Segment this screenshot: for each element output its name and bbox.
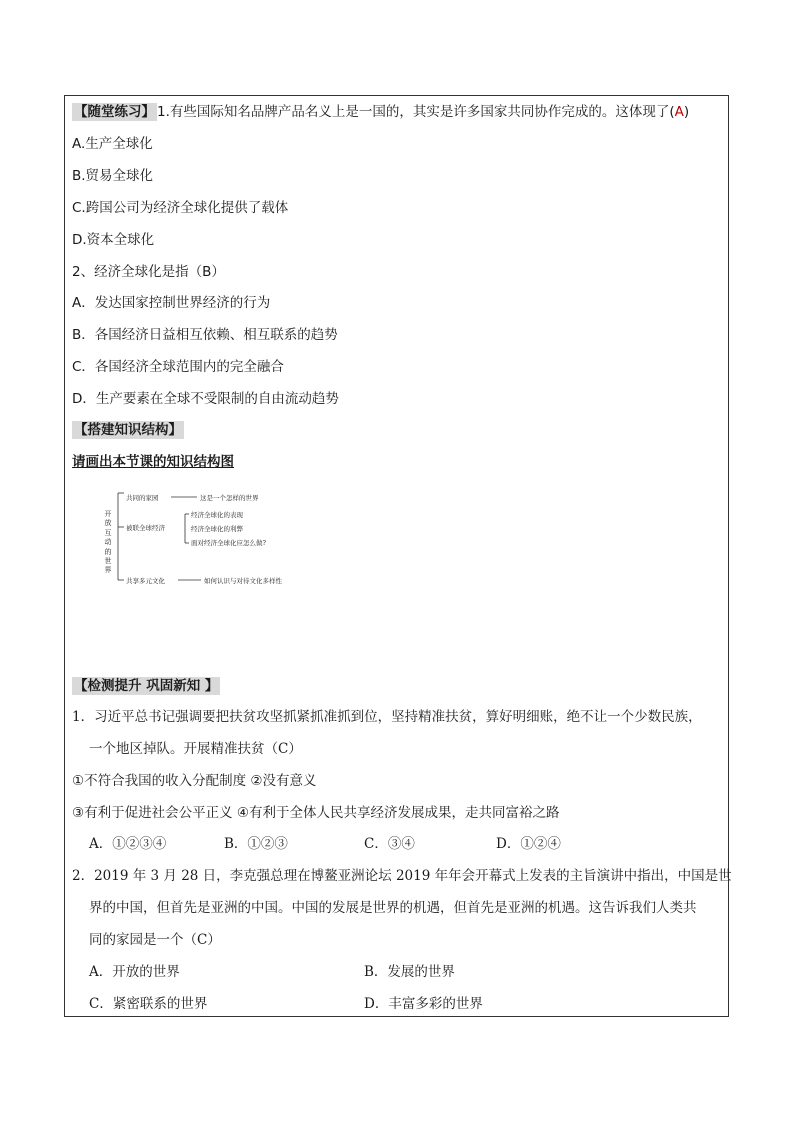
practice-q1-stem: 1.有些国际知名品牌产品名义上是一国的，其实是许多国家共同协作完成的。这体现了(: [157, 104, 675, 120]
diagram-root: 开 放 互 动 的 世 界: [104, 510, 112, 575]
structure-heading: [72, 421, 184, 439]
practice-q1-option-c: C.跨国公司为经济全球化提供了载体: [72, 200, 289, 216]
test-q2-option-a: A．开放的世界: [89, 964, 180, 980]
test-q2-line1: 2．2019 年 3 月 28 日，李克强总理在博鳌亚洲论坛 2019 年年会开幕式上发表的主旨演讲中指出，中国是世: [72, 868, 732, 884]
diagram-branch2-leaf-2: 经济全球化的利弊: [191, 525, 243, 533]
diagram-branch3: 共享多元文化: [126, 577, 165, 585]
test-q1-option-d: D．①②④: [496, 836, 561, 852]
structure-instruction: [72, 453, 234, 471]
practice-q2-option-b: B．各国经济日益相互依赖、相互联系的趋势: [72, 327, 338, 343]
practice-q1: [72, 103, 689, 121]
structure-tag: 【搭建知识结构】: [74, 422, 182, 438]
test-q1-items-row1: ①不符合我国的收入分配制度 ②没有意义: [72, 773, 317, 789]
practice-q2-stem: 2、经济全球化是指（B）: [72, 264, 225, 280]
test-tag: 【检测提升 巩固新知 】: [74, 678, 219, 694]
test-heading: [72, 677, 220, 695]
test-q1-items-row2: ③有利于促进社会公平正义 ④有利于全体人民共享经济发展成果，走共同富裕之路: [72, 805, 560, 821]
test-q1-line1: 1．习近平总书记强调要把扶贫攻坚抓紧抓准抓到位，坚持精准扶贫，算好明细账，绝不让一个少数民族，: [72, 709, 702, 725]
practice-q2-option-a: A．发达国家控制世界经济的行为: [72, 295, 271, 311]
practice-q1-option-d: D.资本全球化: [72, 232, 155, 248]
diagram-branch2-leaf-1: 经济全球化的表现: [191, 511, 243, 519]
test-q2-option-c: C．紧密联系的世界: [89, 996, 208, 1012]
practice-q2-option-d: D．生产要素在全球不受限制的自由流动趋势: [72, 391, 339, 407]
test-q2-line3: 同的家园是一个（C）: [89, 932, 221, 948]
knowledge-structure-diagram: [104, 490, 314, 585]
diagram-branch1-leaf: 这是一个怎样的世界: [200, 494, 259, 502]
practice-q1-answer: A: [674, 104, 684, 120]
practice-q1-close: ): [683, 104, 690, 120]
practice-q2-option-c: C．各国经济全球范围内的完全融合: [72, 359, 284, 375]
test-q2-option-b: B．发展的世界: [364, 964, 455, 980]
diagram-branch2-leaf-3: 面对经济全球化应怎么做?: [191, 539, 266, 547]
diagram-branch2: 被联全球经济: [126, 524, 165, 532]
diagram-branch1: 共同的家园: [126, 494, 159, 502]
test-q1-option-a: A．①②③④: [89, 836, 167, 852]
test-q1-option-c: C．③④: [364, 836, 415, 852]
practice-q1-option-a: A.生产全球化: [72, 136, 153, 152]
test-q1-option-b: B．①②③: [224, 836, 288, 852]
test-q2-option-d: D．丰富多彩的世界: [364, 996, 483, 1012]
diagram-branch3-leaf: 如何认识与对待文化多样性: [204, 577, 282, 585]
practice-q1-option-b: B.贸易全球化: [72, 168, 154, 184]
test-q2-line2: 界的中国，但首先是亚洲的中国。中国的发展是世界的机遇，但首先是亚洲的机遇。这告诉我们人类共: [89, 900, 697, 916]
structure-instruction-text: 请画出本节课的知识结构图: [72, 454, 234, 470]
test-q1-line2: 一个地区掉队。开展精准扶贫（C）: [89, 741, 302, 757]
practice-tag: 【随堂练习】: [74, 104, 155, 120]
